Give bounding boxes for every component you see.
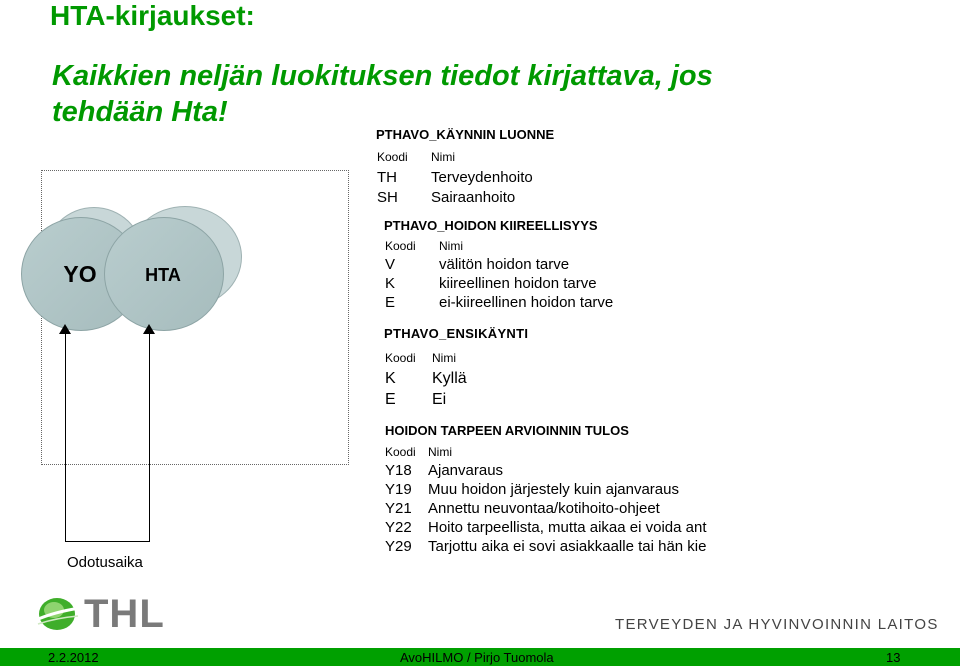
- col-name-header: Nimi: [428, 445, 452, 459]
- col-code-header: Koodi: [385, 351, 416, 365]
- row-code: Y22: [385, 519, 412, 536]
- col-code-header: Koodi: [377, 150, 408, 164]
- row-code: Y19: [385, 481, 412, 498]
- table-row: [385, 294, 613, 313]
- thl-leaf-icon: [34, 594, 84, 634]
- hta-label: HTA: [145, 265, 181, 285]
- table-row: [385, 519, 728, 538]
- row-code: K: [385, 275, 396, 292]
- table-row: [377, 169, 533, 189]
- col-code-header: Koodi: [385, 445, 416, 459]
- thl-logo-text: THL: [84, 592, 165, 636]
- row-code: Y29: [385, 538, 412, 555]
- col-name-header: Nimi: [431, 150, 455, 164]
- row-name: Tarjottu aika ei sovi asiakkaalle tai hän kie: [428, 538, 707, 555]
- col-name-header: Nimi: [439, 239, 463, 253]
- slide-subtitle: Kaikkien neljän luokituksen tiedot kirjattava, jos tehdään Hta!: [52, 60, 713, 128]
- bracket-right-line: [149, 332, 150, 542]
- table-row: [385, 391, 467, 412]
- footer-bar: [0, 648, 960, 666]
- row-name: Hoito tarpeellista, mutta aikaa ei voida ant: [428, 519, 707, 536]
- col-name-header: Nimi: [432, 351, 456, 365]
- row-code: K: [385, 370, 396, 387]
- table-kaynnin-luonne: [377, 150, 533, 209]
- row-name: Ei: [432, 391, 447, 408]
- bracket-left-line: [65, 332, 66, 542]
- yo-label: YO: [63, 261, 97, 287]
- arrow-up-right: [143, 324, 155, 334]
- row-code: Y21: [385, 500, 412, 517]
- table-row: [385, 256, 613, 275]
- row-name: Kyllä: [432, 370, 467, 387]
- row-code: Y18: [385, 462, 412, 479]
- wait-time-label: Odotusaika: [67, 554, 143, 571]
- col-code-header: Koodi: [385, 239, 416, 253]
- table-row: [385, 462, 728, 481]
- table-arvioinnin-tulos-heading: HOIDON TARPEEN ARVIOINNIN TULOS: [385, 423, 629, 438]
- row-name: Annettu neuvontaa/kotihoito-ohjeet: [428, 500, 660, 517]
- row-code: E: [385, 391, 396, 408]
- row-code: SH: [377, 189, 398, 206]
- row-name: kiireellinen hoidon tarve: [439, 275, 597, 292]
- table-kaynnin-luonne-heading: PTHAVO_KÄYNNIN LUONNE: [376, 127, 555, 142]
- arrow-up-left: [59, 324, 71, 334]
- table-row: [385, 481, 728, 500]
- table-ensikaynti: [385, 351, 467, 412]
- row-name: Sairaanhoito: [431, 189, 516, 206]
- slide-title: HTA-kirjaukset:: [50, 0, 255, 31]
- table-kiireellisyys-heading: PTHAVO_HOIDON KIIREELLISYYS: [384, 218, 598, 233]
- table-kiireellisyys: [385, 239, 613, 313]
- table-row: [385, 275, 613, 294]
- table-row: [385, 500, 728, 519]
- table-arvioinnin-tulos: [385, 445, 728, 557]
- row-code: E: [385, 294, 396, 311]
- row-code: TH: [377, 169, 397, 186]
- bracket-bottom-line: [65, 541, 149, 542]
- footer-center-text: AvoHILMO / Pirjo Tuomola: [400, 650, 554, 665]
- row-name: Terveydenhoito: [431, 169, 533, 186]
- row-name: ei-kiireellinen hoidon tarve: [439, 294, 614, 311]
- footer-date: 2.2.2012: [48, 650, 99, 665]
- footer-page-number: 13: [886, 650, 901, 665]
- institute-name: TERVEYDEN JA HYVINVOINNIN LAITOS: [615, 616, 939, 633]
- row-name: Muu hoidon järjestely kuin ajanvaraus: [428, 481, 679, 498]
- row-name: Ajanvaraus: [428, 462, 504, 479]
- row-name: välitön hoidon tarve: [439, 256, 570, 273]
- table-row: [385, 538, 728, 557]
- table-ensikaynti-heading: PTHAVO_ENSIKÄYNTI: [384, 326, 529, 341]
- table-row: [385, 370, 467, 391]
- row-code: V: [385, 256, 396, 273]
- table-row: [377, 189, 533, 209]
